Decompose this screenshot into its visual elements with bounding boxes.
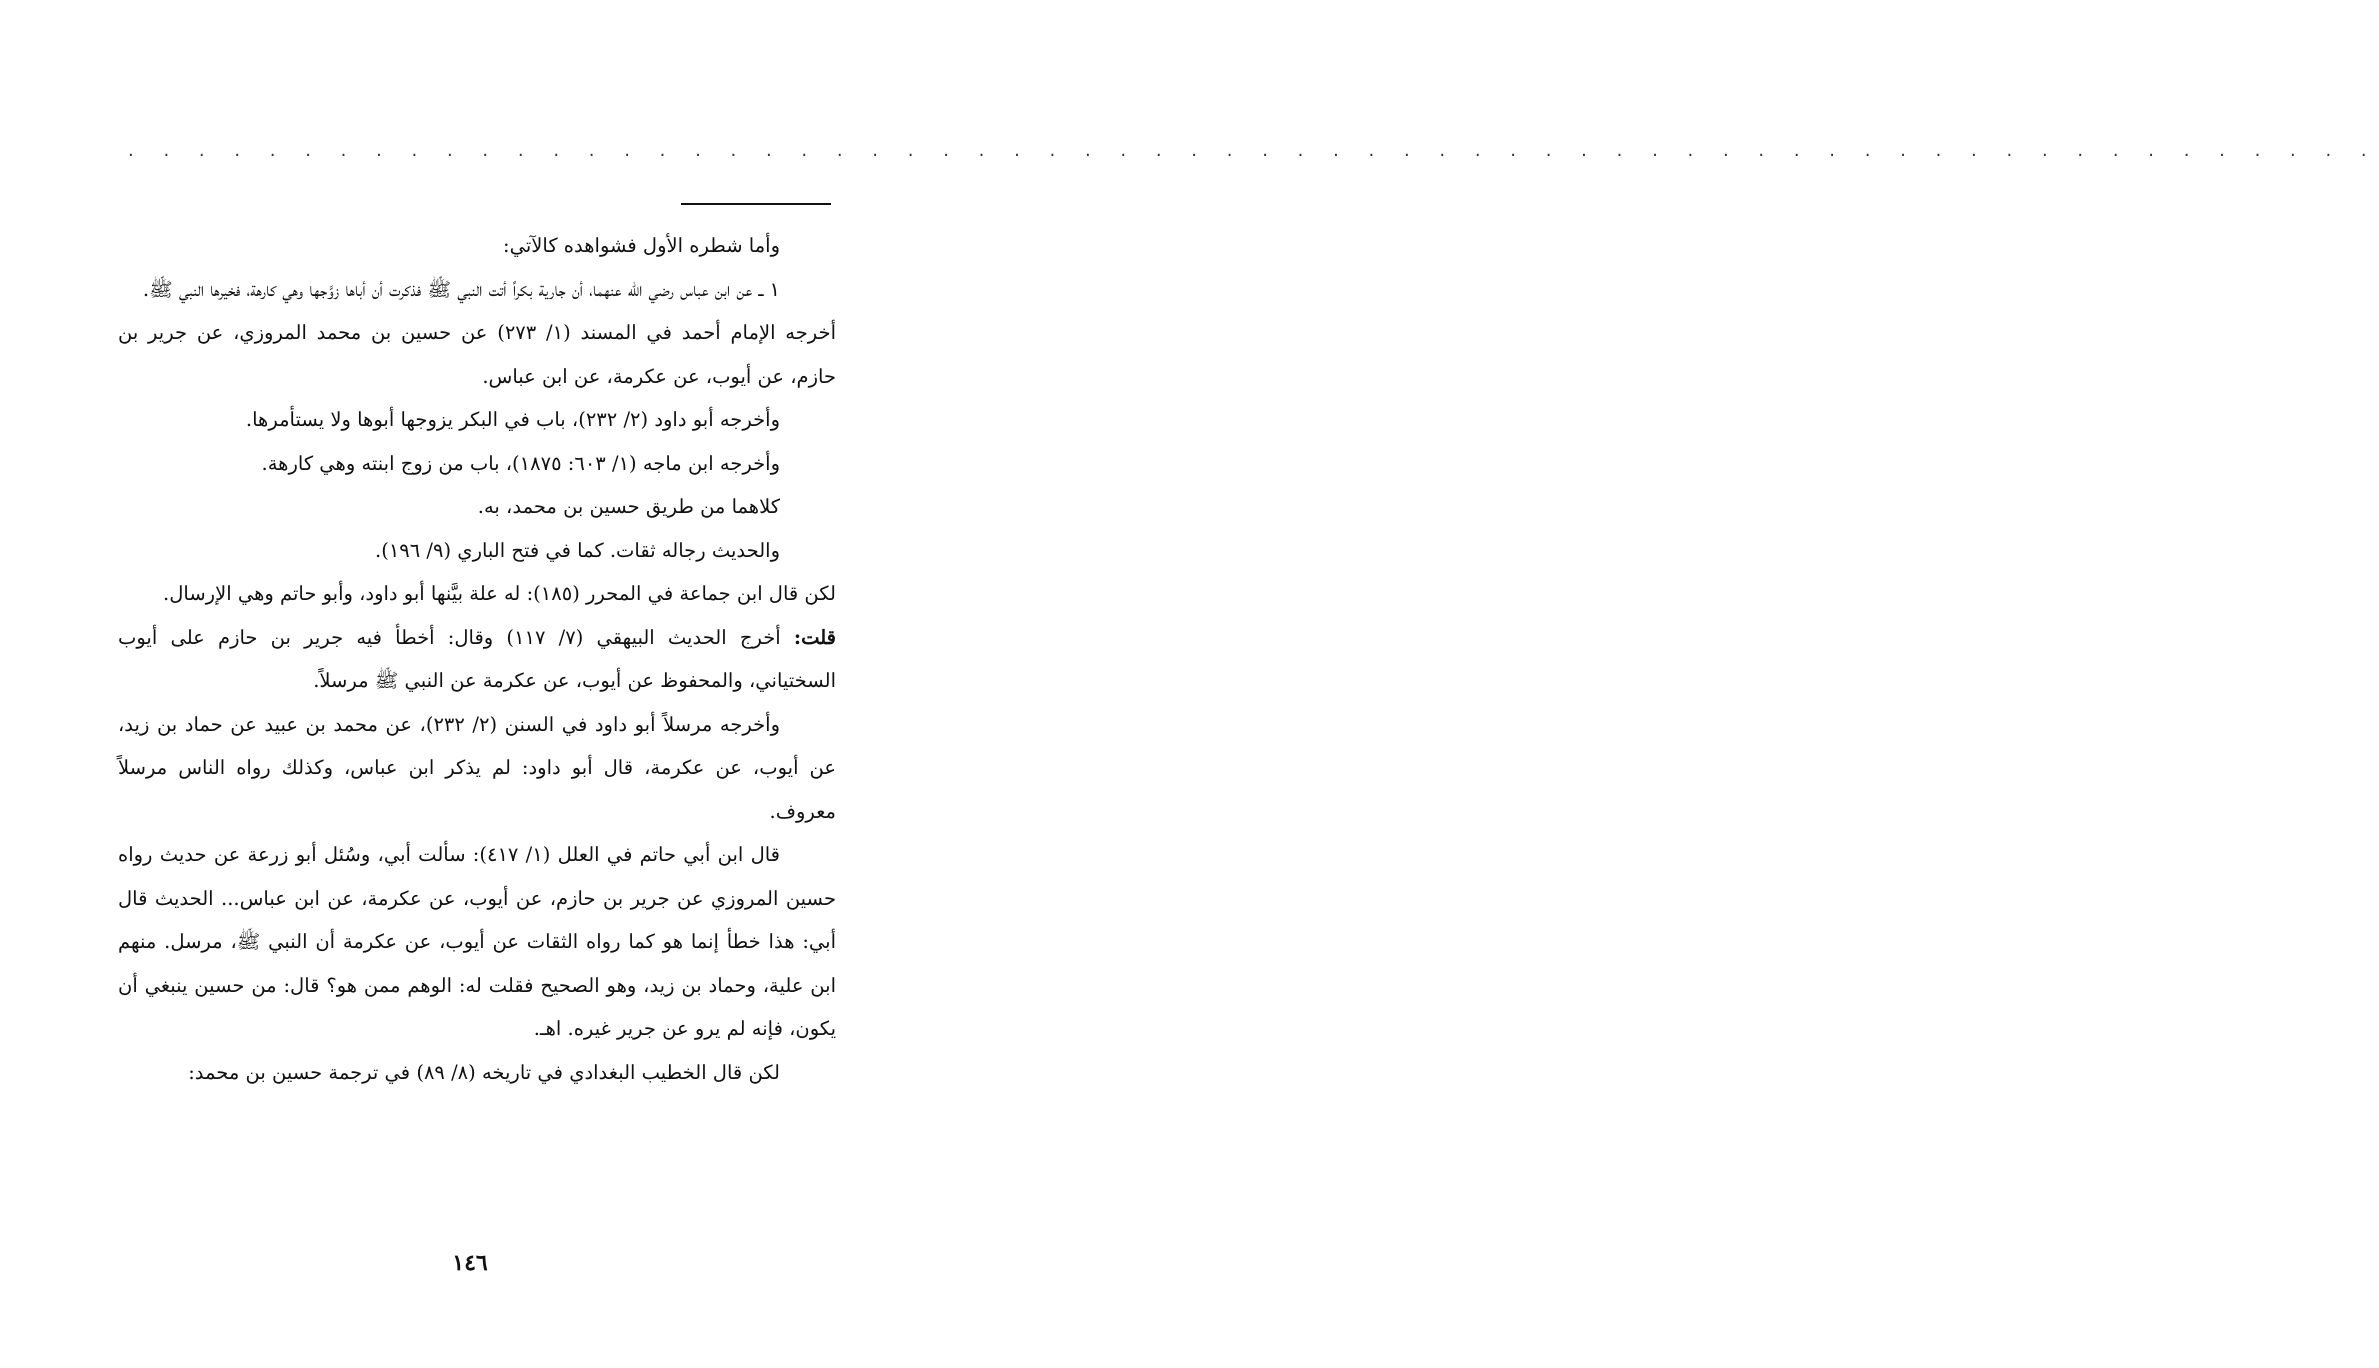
qultu-label: قلت:	[793, 625, 836, 649]
paragraph-takhrij-ibnmajah: وأخرجه ابن ماجه (١/ ٦٠٣: ١٨٧٥)، باب من زوج ابنته وهي كارهة.	[261, 451, 780, 475]
paragraph-khatib-baghdadi: لكن قال الخطيب البغدادي في تاريخه (٨/ ٨٩) في ترجمة حسين بن محمد:	[188, 1060, 780, 1084]
paragraph-ibn-abi-hatim: قال ابن أبي حاتم في العلل (١/ ٤١٧): سألت أبي، وسُئل أبو زرعة عن حديث رواه حسين المروزي عن جرير بن حازم، عن أيوب، عن عكرمة، عن ابن عباس... الحديث قال أبي: هذا خطأ إنما هو كما رواه الثقات عن أيوب، عن عكرمة أن النبي ﷺ، مرسل. منهم ابن علية، وحماد بن زيد، وهو الصحيح فقلت له: الوهم ممن هو؟ قال: من حسين ينبغي أن يكون، فإنه لم يرو عن جرير غيره. اهـ.	[118, 843, 836, 1040]
paragraph-both-via-husain: كلاهما من طريق حسين بن محمد، به.	[477, 495, 780, 518]
paragraph-takhrij-abudawud: وأخرجه أبو داود (٢/ ٢٣٢)، باب في البكر يزوجها أبوها ولا يستأمرها.	[245, 408, 780, 431]
page-body	[118, 224, 836, 1094]
page-number: ١٤٦	[452, 1250, 488, 1276]
paragraph-qultu	[118, 616, 836, 703]
paragraph-ibn-jamaah: لكن قال ابن جماعة في المحرر (١٨٥): له علة بيَّنها أبو داود، وأبو حاتم وهي الإرسال.	[163, 582, 836, 605]
ellipsis-separator: . . . . . . . . . . . . . . . . . . . . . . . . . . . . . . . . . . . . . . . . . . . . . . . . . . . . . . . . . . . . . . . .	[128, 140, 2379, 161]
section-rule	[681, 203, 831, 205]
paragraph-narrators-trustworthy: والحديث رجاله ثقات. كما في فتح الباري (٩/ ١٩٦).	[375, 538, 780, 562]
paragraph-takhrij-ahmad: أخرجه الإمام أحمد في المسند (١/ ٢٧٣) عن حسين بن محمد المروزي، عن جرير بن حازم، عن أيوب، عن عكرمة، عن ابن عباس.	[118, 321, 836, 388]
paragraph-intro: وأما شطره الأول فشواهده كالآتي:	[503, 234, 780, 257]
paragraph-hadith-1: ١ ــ عن ابن عباس رضي الله عنهما، أن جارية بكراً أتت النبي ﷺ فذكرت أن أباها زوَّجها وهي كارهة، فخيرها النبي ﷺ.	[142, 277, 780, 301]
paragraph-mursal-abudawud: وأخرجه مرسلاً أبو داود في السنن (٢/ ٢٣٢)، عن محمد بن عبيد عن حماد بن زيد، عن أيوب، عن عكرمة، قال أبو داود: لم يذكر ابن عباس، وكذلك رواه الناس مرسلاً معروف.	[118, 712, 836, 823]
qultu-text: أخرج الحديث البيهقي (٧/ ١١٧) وقال: أخطأ فيه جرير بن حازم على أيوب السختياني، والمحفوظ عن أيوب، عن عكرمة عن النبي ﷺ مرسلاً.	[118, 625, 836, 692]
